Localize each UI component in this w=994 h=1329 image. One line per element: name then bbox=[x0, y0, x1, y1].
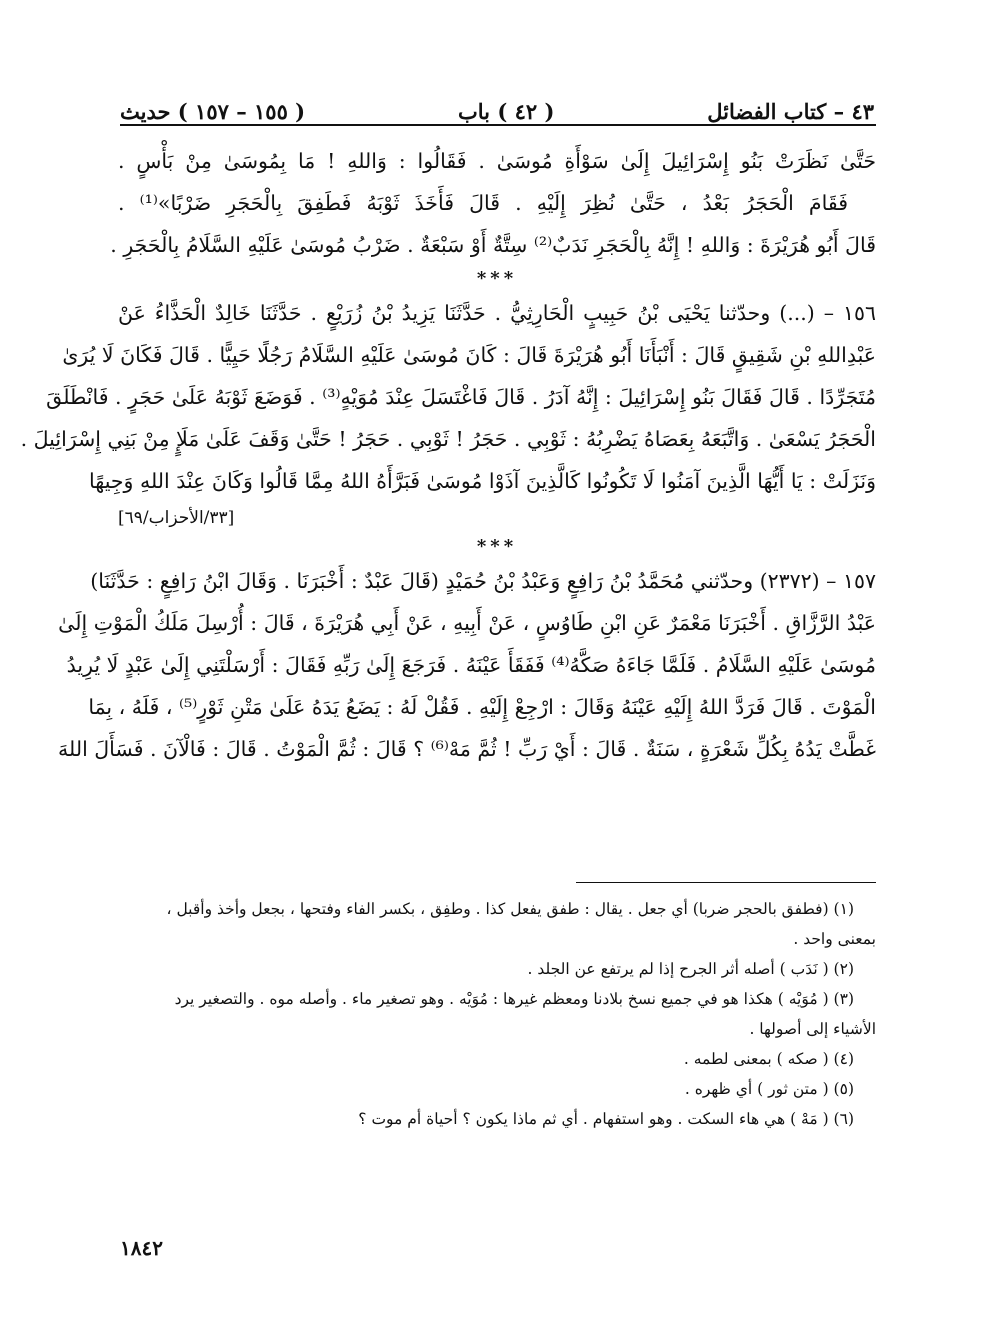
footnote-5: (٥) ( متن ثور ) أي ظهره . bbox=[684, 1080, 854, 1098]
header-divider bbox=[120, 124, 876, 126]
text-line: غَطَّتْ يَدُهُ بِكُلِّ شَعْرَةٍ ، سَنَةٌ . قَالَ : أَيْ رَبِّ ! ثُمَّ مَهْ⁽⁶⁾ ؟ قَالَ : ثُمَّ الْمَوْتُ . قَالَ : فَالْآنَ . فَسَأَلَ اللهَ bbox=[58, 737, 876, 761]
footnote-1-cont: بمعنى واحد . bbox=[793, 930, 876, 948]
chapter-label: ( ٤٢ ) باب bbox=[458, 99, 555, 124]
footnote-6: (٦) ( مَهْ ) هي هاء السكت . وهو استفهام . أي ثم ماذا يكون ؟ أحياة أم موت ؟ bbox=[358, 1110, 854, 1128]
text-line: الْمَوْتَ . قَالَ فَرَدَّ اللهُ إِلَيْهِ عَيْنَهُ وَقَالَ : ارْجِعْ إِلَيْهِ . فَقُلْ لَهُ : يَضَعُ يَدَهُ عَلَىٰ مَتْنِ ثَوْرٍ⁽⁵⁾ ، فَلَهُ ، بِمَا bbox=[88, 695, 876, 719]
text-line: وَنَزَلَتْ : يَا أَيُّهَا الَّذِينَ آمَنُوا لَا تَكُونُوا كَالَّذِينَ آذَوْا مُوسَىٰ فَبَرَّأَهُ اللهُ مِمَّا قَالُوا وَكَانَ عِنْدَ اللهِ وَجِيهًا bbox=[89, 469, 876, 493]
footnote-4: (٤) ( صكه ) بمعنى لطمه . bbox=[683, 1050, 854, 1068]
footnote-2: (٢) ( نَدَب ) أصله أثر الجرح إذا لم يرتفع عن الجلد . bbox=[527, 960, 854, 978]
book-title: ٤٣ – كتاب الفضائل bbox=[707, 99, 874, 124]
footnote-divider bbox=[576, 882, 876, 883]
footnotes bbox=[118, 894, 876, 1134]
text-line: مُوسَىٰ عَلَيْهِ السَّلَامُ . فَلَمَّا جَاءَهُ صَكَّهُ⁽⁴⁾ فَفَقَأَ عَيْنَهُ . فَرَجَعَ إِلَىٰ رَبِّهِ فَقَالَ : أَرْسَلْتَنِي إِلَىٰ عَبْدٍ لَا يُرِيدُ bbox=[66, 653, 876, 677]
hadith-157-heading: ١٥٧ – (٢٣٧٢) وحدّثني مُحَمَّدُ بْنُ رَافِعٍ وَعَبْدُ بْنُ حُمَيْدٍ (قَالَ عَبْدٌ : أَخْبَرَنَا . وَقَالَ ابْنُ رَافِعٍ : حَدَّثَنَا) bbox=[90, 569, 876, 593]
text-line: عَبْدِاللهِ بْنِ شَقِيقٍ قَالَ : أَنْبَأَنَا أَبُو هُرَيْرَةَ قَالَ : كَانَ مُوسَىٰ عَلَيْهِ السَّلَامُ رَجُلًا حَيِيًّا . قَالَ فَكَانَ لَا يُرَىٰ bbox=[62, 343, 876, 367]
page-number: ١٨٤٢ bbox=[120, 1236, 163, 1260]
hadith-range: ( ١٥٥ – ١٥٧ ) حديث bbox=[120, 99, 306, 124]
page-header bbox=[120, 84, 874, 124]
text-line: الْحَجَرُ يَسْعَىٰ . وَاتَّبَعَهُ بِعَصَاهُ يَضْرِبُهُ : ثَوْبِي . حَجَرُ ! ثَوْبِي . حَجَرُ ! حَتَّىٰ وَقَفَ عَلَىٰ مَلَإٍ مِنْ بَنِي إِسْرَائِيلَ . bbox=[20, 427, 876, 451]
footnote-3: (٣) ( مُوَيْه ) هكذا هو في جميع نسخ بلادنا ومعظم غيرها : مُوَيْه . وهو تصغير ماء . وأصله موه . والتصغير يرد bbox=[174, 990, 854, 1008]
footnote-1: (١) (فطفق بالحجر ضربا) أي جعل . يقال : طفق يفعل كذا . وطفِق ، بكسر الفاء وفتحها ، بجعل وأخذ وأقبل ، bbox=[166, 900, 854, 918]
section-separator: *** bbox=[476, 268, 518, 289]
section-separator: *** bbox=[476, 536, 518, 557]
text-line: مُتَجَرِّدًا . قَالَ فَقَالَ بَنُو إِسْرَائِيلَ : إِنَّهُ آدَرُ . قَالَ فَاغْتَسَلَ عِنْدَ مُوَيْهٍ⁽³⁾ . فَوَضَعَ ثَوْبَهُ عَلَىٰ حَجَرٍ . فَانْطَلَقَ bbox=[46, 385, 876, 409]
main-text bbox=[20, 140, 876, 770]
text-line: فَقَامَ الْحَجَرُ بَعْدُ ، حَتَّىٰ نُظِرَ إِلَيْهِ . قَالَ فَأَخَذَ ثَوْبَهُ فَطَفِقَ بِالْحَجَرِ ضَرْبًا»⁽¹⁾ . bbox=[118, 191, 849, 215]
text-line: حَتَّىٰ نَظَرَتْ بَنُو إِسْرَائِيلَ إِلَىٰ سَوْأَةِ مُوسَىٰ . فَقَالُوا : وَاللهِ ! مَا بِمُوسَىٰ مِنْ بَأْسٍ . bbox=[118, 149, 876, 173]
text-line: عَبْدُ الرَّزَّاقِ . أَخْبَرَنَا مَعْمَرٌ عَنِ ابْنِ طَاوُسٍ ، عَنْ أَبِيهِ ، عَنْ أَبِي هُرَيْرَةَ ، قَالَ : أُرْسِلَ مَلَكُ الْمَوْتِ إِلَىٰ bbox=[58, 611, 876, 635]
quran-reference: [٣٣/الأحزاب/٦٩] bbox=[118, 508, 235, 528]
hadith-156-heading: ١٥٦ – (...) وحدّثنا يَحْيَى بْنُ حَبِيبٍ الْحَارِثِيُّ . حَدَّثَنَا يَزِيدُ بْنُ زُرَيْعٍ . حَدَّثَنَا خَالِدٌ الْحَذَّاءُ عَنْ bbox=[118, 301, 876, 325]
footnote-3-cont: الأشياء إلى أصولها . bbox=[749, 1020, 876, 1038]
text-line: قَالَ أَبُو هُرَيْرَةَ : وَاللهِ ! إِنَّهُ بِالْحَجَرِ نَدَبٌ⁽²⁾ سِتَّةٌ أَوْ سَبْعَةٌ . ضَرْبُ مُوسَىٰ عَلَيْهِ السَّلَامُ بِالْحَجَرِ . bbox=[110, 233, 876, 257]
